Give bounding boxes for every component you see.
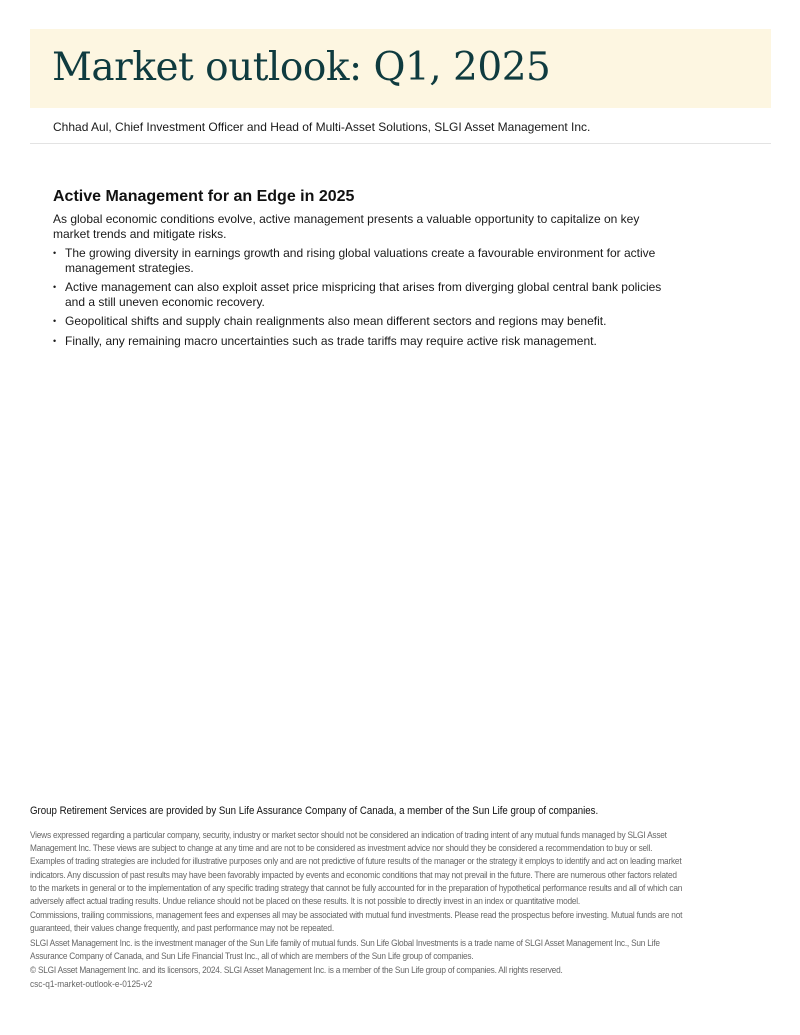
footer-disclaimer	[30, 804, 685, 990]
footer-note-copyright: © SLGI Asset Management Inc. and its licensors, 2024. SLGI Asset Management Inc. is a member of the Sun Life group of companies. All rights reserved.	[30, 964, 563, 976]
bullet-dot-icon: •	[53, 335, 57, 346]
bullet-text: Finally, any remaining macro uncertainties such as trade tariffs may require active risk management.	[65, 333, 597, 348]
bullet-dot-icon: •	[53, 316, 57, 326]
footer-lead: Group Retirement Services are provided by Sun Life Assurance Company of Canada, a member of the Sun Life group of companies.	[30, 805, 599, 817]
page-title: Market outlook: Q1, 2025	[52, 45, 551, 90]
bullet-dot-icon: •	[53, 282, 57, 292]
footer-note-views: Views expressed regarding a particular company, security, industry or market sector should not be considered an indication of trading intent of any mutual funds managed by SLGI Asset Management Inc. These views are subject to change at any time and are not to be considered as investment advice nor should they be considered a recommendation to buy or sell. Examples of trading strategies are included for illustrative purposes only and are not predictive of future results of the manager or the strategy it employs to identify and act on leading market indicators. Any discussion of past results may have been favorably impacted by events and economic conditions that may not prevail in the future. There are numerous other factors related to the markets in general or to the implementation of any specific trading strategy that cannot be fully accounted for in the preparation of hypothetical performance results and all of which can adversely affect actual trading results. Undue reliance should not be placed on these results. It is not possible to directly invest in an index or quantitative model.	[30, 829, 683, 907]
document-code: csc-q1-market-outlook-e-0125-v2	[30, 978, 153, 990]
active-management-section	[53, 187, 678, 353]
bullet-text: The growing diversity in earnings growth and rising global valuations create a favourable environment for active management strategies.	[65, 246, 656, 275]
header-band	[30, 29, 771, 108]
bullet-item	[53, 314, 678, 329]
bullet-item	[53, 246, 678, 275]
bullet-item	[53, 334, 678, 349]
section-heading: Active Management for an Edge in 2025	[53, 188, 355, 205]
author-line: Chhad Aul, Chief Investment Officer and Head of Multi-Asset Solutions, SLGI Asset Management Inc.	[53, 120, 591, 134]
footer-note-commissions: Commissions, trailing commissions, management fees and expenses all may be associated with mutual fund investments. Please read the prospectus before investing. Mutual funds are not guaranteed, their values change frequently, and past performance may not be repeated.	[30, 909, 683, 934]
bullet-text: Active management can also exploit asset price mispricing that arises from diverging global central bank policies and a still uneven economic recovery.	[65, 280, 662, 309]
bullet-text: Geopolitical shifts and supply chain realignments also mean different sectors and regions may benefit.	[65, 314, 607, 328]
section-intro: As global economic conditions evolve, active management presents a valuable opportunity to capitalize on key market trends and mitigate risks.	[53, 212, 640, 241]
header-divider	[30, 143, 771, 144]
bullet-dot-icon: •	[53, 248, 57, 258]
bullet-item	[53, 280, 678, 309]
footer-note-manager: SLGI Asset Management Inc. is the investment manager of the Sun Life family of mutual funds. Sun Life Global Investments is a trade name of SLGI Asset Management Inc., Sun Life Assurance Company of Canada, and Sun Life Financial Trust Inc., all of which are members of the Sun Life group of companies.	[30, 936, 660, 961]
bullet-list	[53, 246, 678, 348]
